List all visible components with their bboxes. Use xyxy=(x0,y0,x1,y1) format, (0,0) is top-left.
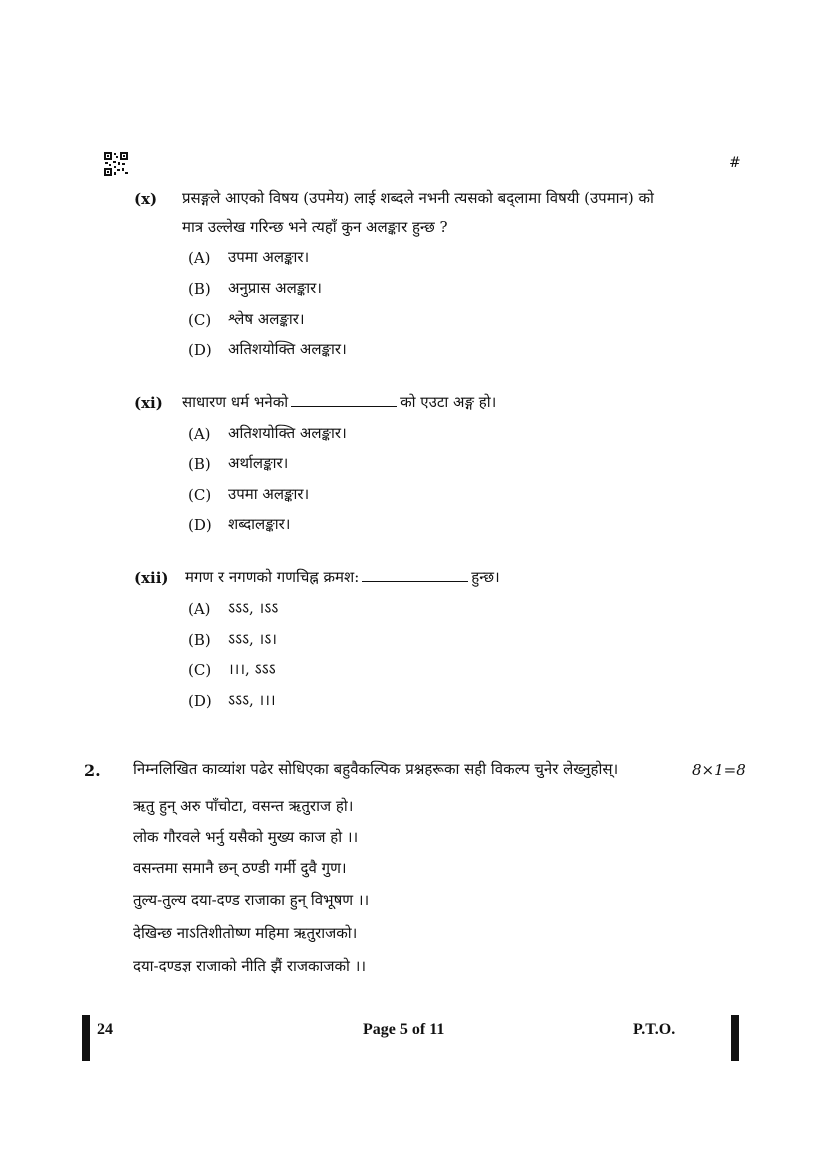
option-text: उपमा अलङ्कार। xyxy=(228,248,310,266)
option-letter: (D) xyxy=(188,692,212,710)
option-text: अतिशयोक्ति अलङ्कार। xyxy=(228,424,347,442)
option-letter: (A) xyxy=(188,425,211,443)
question-number-xii: (xii) xyxy=(134,569,169,587)
option-letter: (C) xyxy=(188,486,212,504)
header-mark: # xyxy=(729,155,741,171)
footer-pto: P.T.O. xyxy=(633,1021,676,1038)
footer-left-bar xyxy=(82,1015,90,1061)
option-text: ऽऽऽ, ।ऽ। xyxy=(228,630,277,648)
option-letter: (D) xyxy=(188,516,212,534)
question-xi-before: साधारण धर्म भनेको xyxy=(182,393,289,411)
poem-line: देखिन्छ नाऽतिशीतोष्ण महिमा ऋतुराजको। xyxy=(133,924,358,942)
option-letter: (C) xyxy=(188,311,212,329)
footer-page-number: Page 5 of 11 xyxy=(363,1021,445,1038)
question-xii-after: हुन्छ। xyxy=(471,568,500,586)
poem-line: दया-दण्डज्ञ राजाको नीति झैं राजकाजको ।। xyxy=(133,957,367,975)
qr-code-icon xyxy=(104,152,128,176)
option-letter: (B) xyxy=(188,631,211,649)
option-text: श्लेष अलङ्कार। xyxy=(228,310,305,328)
question-xi-text xyxy=(182,388,496,416)
option-letter: (A) xyxy=(188,600,211,618)
option-text: अर्थालङ्कार। xyxy=(228,454,289,472)
option-text: शब्दालङ्कार। xyxy=(228,515,291,533)
question-number-x: (x) xyxy=(134,190,158,208)
option-letter: (B) xyxy=(188,280,211,298)
question-xi-after: को एउटा अङ्ग हो। xyxy=(400,393,497,411)
option-text: अनुप्रास अलङ्कार। xyxy=(228,279,322,297)
question-number-2: 2. xyxy=(84,761,101,780)
poem-line: ऋतु हुन् अरु पाँचोटा, वसन्त ऋतुराज हो। xyxy=(133,797,354,815)
poem-line: तुल्य-तुल्य दया-दण्ड राजाका हुन् विभूषण ।। xyxy=(133,891,370,909)
option-text: ऽऽऽ, ।।। xyxy=(228,691,276,709)
option-text: ऽऽऽ, ।ऽऽ xyxy=(228,599,279,617)
footer-code: 24 xyxy=(97,1021,113,1038)
question-x-line-2: मात्र उल्लेख गरिन्छ भने त्यहाँ कुन अलङ्कार हुन्छ ? xyxy=(182,218,448,236)
marks-allocation: 8×1=8 xyxy=(692,761,746,779)
option-letter: (D) xyxy=(188,341,212,359)
option-letter: (A) xyxy=(188,249,211,267)
answer-blank xyxy=(291,392,397,407)
option-letter: (B) xyxy=(188,455,211,473)
footer-right-bar xyxy=(731,1015,739,1061)
option-text: ।।।, ऽऽऽ xyxy=(228,660,276,678)
question-x-line-1: प्रसङ्गले आएको विषय (उपमेय) लाई शब्दले नभनी त्यसको बद्लामा विषयी (उपमान) को xyxy=(182,189,654,207)
poem-line: वसन्तमा समानै छन् ठण्डी गर्मी दुवै गुण। xyxy=(133,859,347,877)
option-text: अतिशयोक्ति अलङ्कार। xyxy=(228,340,347,358)
question-number-xi: (xi) xyxy=(134,394,163,412)
question-xii-text xyxy=(185,563,500,591)
option-text: उपमा अलङ्कार। xyxy=(228,485,310,503)
option-letter: (C) xyxy=(188,661,212,679)
question-xii-before: मगण र नगणको गणचिह्न क्रमश: xyxy=(185,568,360,586)
answer-blank xyxy=(362,567,468,582)
question-2-instruction: निम्नलिखित काव्यांश पढेर सोधिएका बहुवैकल्पिक प्रश्नहरूका सही विकल्प चुनेर लेख्नुहोस्। xyxy=(133,760,619,778)
poem-line: लोक गौरवले भर्नु यसैको मुख्य काज हो ।। xyxy=(133,828,359,846)
